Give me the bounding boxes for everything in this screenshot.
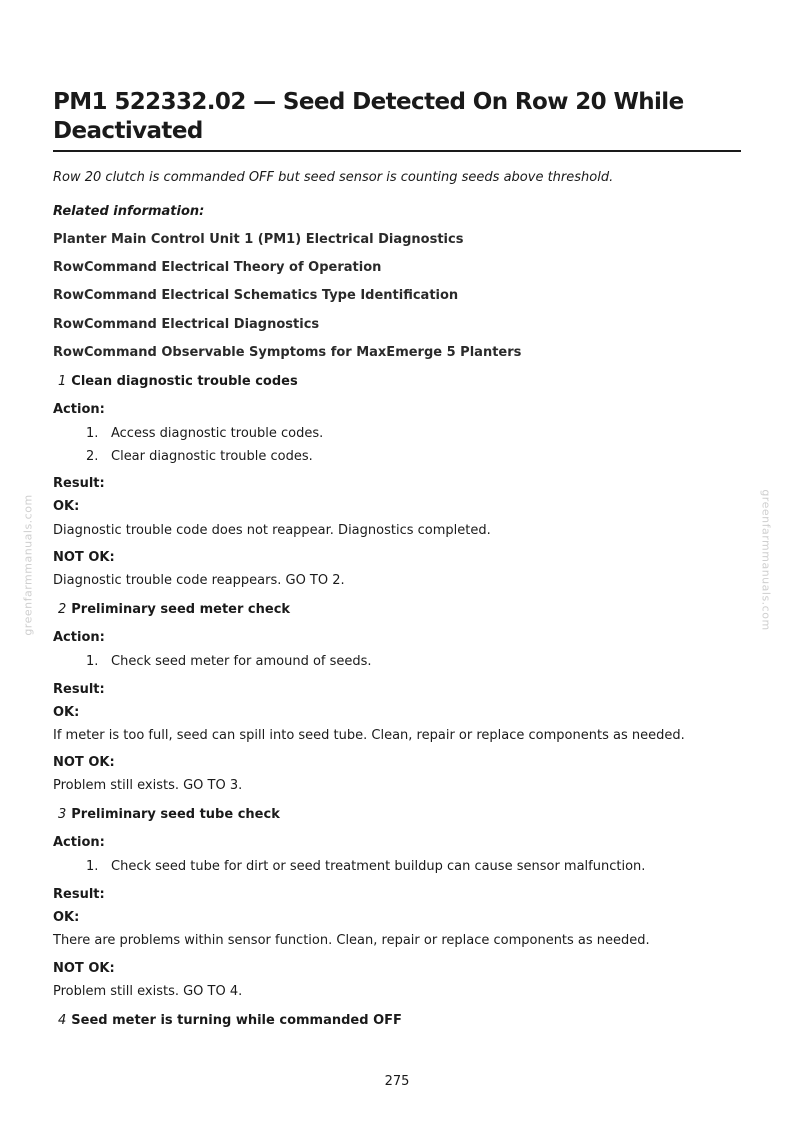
step-1-action-label: Action: (53, 402, 105, 417)
title-divider (53, 150, 741, 152)
step-2-not-ok-text: Problem still exists. GO TO 3. (53, 778, 243, 793)
step-1-number: 1 (58, 374, 67, 389)
step-2-title: Preliminary seed meter check (71, 602, 291, 617)
step-3-heading (58, 807, 280, 822)
step-4-number: 4 (58, 1013, 67, 1028)
watermark-right: greenfarmmanuals.com (759, 489, 773, 631)
related-link-pm1-diagnostics[interactable]: Planter Main Control Unit 1 (PM1) Electrical Diagnostics (53, 232, 464, 247)
step-2-heading (58, 602, 290, 617)
intro-text: Row 20 clutch is commanded OFF but seed sensor is counting seeds above threshold. (53, 170, 614, 185)
related-link-observable-symptoms[interactable]: RowCommand Observable Symptoms for MaxEmerge 5 Planters (53, 345, 522, 360)
related-info-heading: Related information: (53, 204, 205, 219)
step-1-action-item: 2. Clear diagnostic trouble codes. (86, 449, 313, 464)
step-1-action-item: 1. Access diagnostic trouble codes. (86, 426, 324, 441)
page-number: 275 (384, 1074, 410, 1089)
step-1-ok-text: Diagnostic trouble code does not reappear. Diagnostics completed. (53, 523, 491, 538)
step-3-action-item: 1. Check seed tube for dirt or seed treatment buildup can cause sensor malfunction. (86, 859, 646, 874)
watermark-left: greenfarmmanuals.com (21, 494, 35, 636)
related-link-schematics[interactable]: RowCommand Electrical Schematics Type Identification (53, 288, 459, 303)
step-1-result-label: Result: (53, 476, 105, 491)
step-3-ok-text: There are problems within sensor function. Clean, repair or replace components as needed. (53, 933, 650, 948)
step-3-action-label: Action: (53, 835, 105, 850)
step-1-heading (58, 374, 298, 389)
step-2-ok-label: OK: (53, 705, 80, 720)
page-title: PM1 522332.02 — Seed Detected On Row 20 While Deactivated (53, 89, 684, 144)
related-link-theory-of-operation[interactable]: RowCommand Electrical Theory of Operation (53, 260, 382, 275)
step-3-number: 3 (58, 807, 67, 822)
step-4-heading (58, 1013, 402, 1028)
step-3-not-ok-text: Problem still exists. GO TO 4. (53, 984, 243, 999)
step-2-number: 2 (58, 602, 67, 617)
step-3-not-ok-label: NOT OK: (53, 961, 115, 976)
step-2-action-label: Action: (53, 630, 105, 645)
step-1-not-ok-text: Diagnostic trouble code reappears. GO TO 2. (53, 573, 345, 588)
step-4-title: Seed meter is turning while commanded OFF (71, 1013, 402, 1028)
step-2-not-ok-label: NOT OK: (53, 755, 115, 770)
step-2-result-label: Result: (53, 682, 105, 697)
step-3-title: Preliminary seed tube check (71, 807, 280, 822)
step-2-action-item: 1. Check seed meter for amound of seeds. (86, 654, 372, 669)
step-1-ok-label: OK: (53, 499, 80, 514)
step-3-result-label: Result: (53, 887, 105, 902)
step-3-ok-label: OK: (53, 910, 80, 925)
related-link-electrical-diagnostics[interactable]: RowCommand Electrical Diagnostics (53, 317, 320, 332)
step-1-not-ok-label: NOT OK: (53, 550, 115, 565)
step-1-title: Clean diagnostic trouble codes (71, 374, 298, 389)
step-2-ok-text: If meter is too full, seed can spill into seed tube. Clean, repair or replace components as needed. (53, 728, 685, 743)
